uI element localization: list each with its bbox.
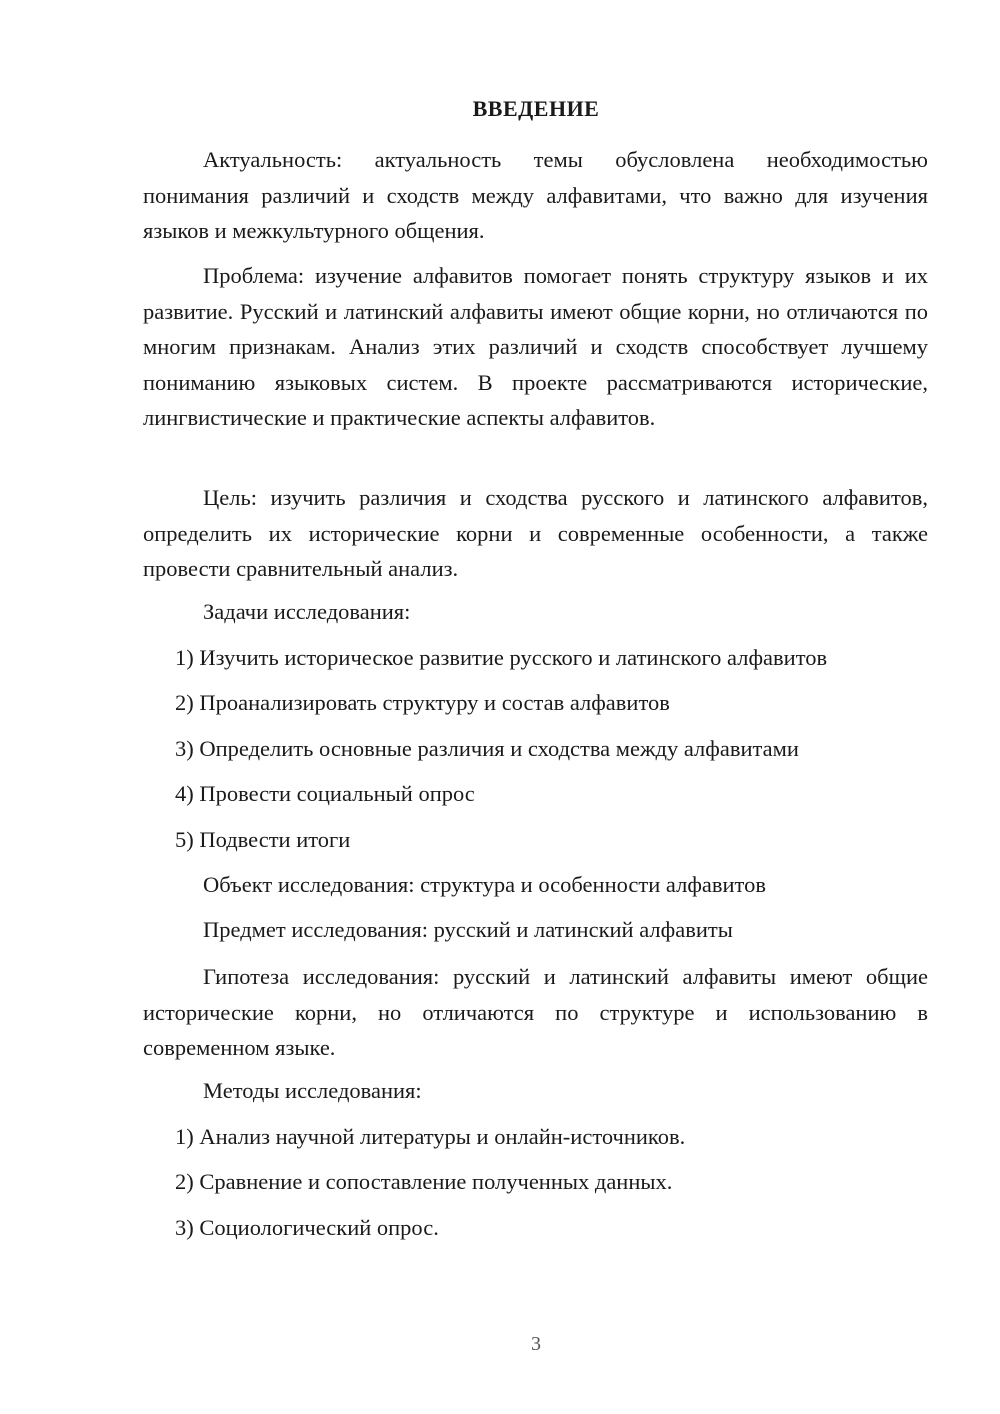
methods-label: Методы исследования: [203,1078,422,1103]
page-number: 3 [531,1333,541,1355]
goal-paragraph: Цель: изучить различия и сходства русского и латинского алфавитов, определить их исторические корни и современные особенности, а также провести сравнительный анализ. [143,485,928,582]
page-title: ВВЕДЕНИЕ [472,96,600,121]
problem-paragraph: Проблема: изучение алфавитов помогает понять структуру языков и их развитие. Русский и латинский алфавиты имеют общие корни, но отличаются по многим признакам. Анализ этих различий и сходств способствует лучшему пониманию языковых систем. В проекте рассматриваются исторические, лингвистические и практические аспекты алфавитов. [143,263,928,431]
method-item: 2) Сравнение и сопоставление полученных данных. [175,1169,673,1194]
task-item: 3) Определить основные различия и сходства между алфавитами [175,736,799,761]
task-item: 2) Проанализировать структуру и состав алфавитов [175,690,670,715]
task-item: 1) Изучить историческое развитие русского и латинского алфавитов [175,645,828,670]
method-item: 1) Анализ научной литературы и онлайн-источников. [175,1124,686,1149]
task-item: 5) Подвести итоги [175,827,351,852]
relevance-paragraph: Актуальность: актуальность темы обусловлена необходимостью понимания различий и сходств между алфавитами, что важно для изучения языков и межкультурного общения. [143,147,928,244]
subject-line: Предмет исследования: русский и латинский алфавиты [203,917,733,942]
method-item: 3) Социологический опрос. [175,1215,439,1240]
object-line: Объект исследования: структура и особенности алфавитов [203,872,766,897]
task-item: 4) Провести социальный опрос [175,781,475,806]
hypothesis-paragraph: Гипотеза исследования: русский и латинский алфавиты имеют общие исторические корни, но отличаются по структуре и использованию в современном языке. [143,964,928,1061]
tasks-label: Задачи исследования: [203,599,411,624]
